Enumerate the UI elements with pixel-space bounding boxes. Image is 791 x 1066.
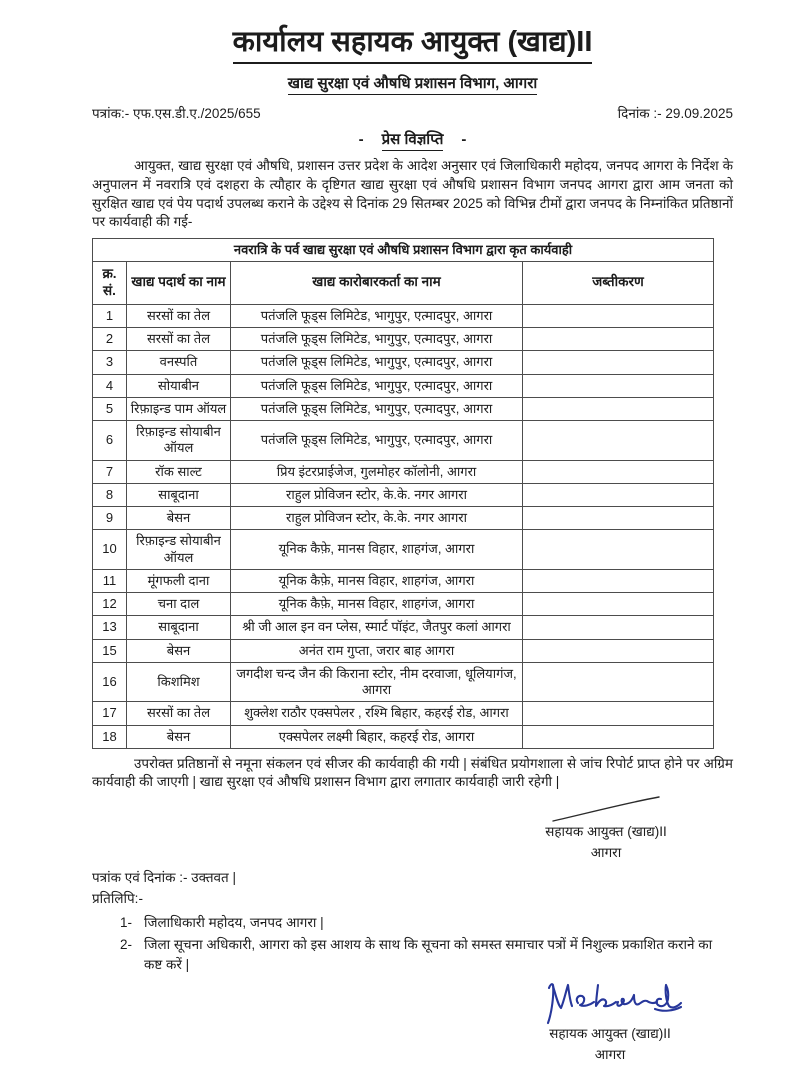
table-row — [93, 639, 714, 662]
seizure-cell — [523, 616, 714, 639]
seizure-cell — [523, 304, 714, 327]
signatory-title-lower: सहायक आयुक्त (खाद्य)II — [549, 1026, 671, 1042]
table-row — [93, 328, 714, 351]
col-header-serial: क्र. सं. — [93, 262, 127, 305]
letter-number: पत्रांक:- एफ.एस.डी.ए./2025/655 — [92, 106, 261, 122]
serial-cell: 13 — [93, 616, 127, 639]
table-row — [93, 351, 714, 374]
vendor-cell: प्रिय इंटरप्राईजेज, गुलमोहर कॉलोनी, आगरा — [231, 460, 523, 483]
food-item-cell: सरसों का तेल — [127, 304, 231, 327]
table-title: नवरात्रि के पर्व खाद्य सुरक्षा एवं औषधि प्रशासन विभाग द्वारा कृत कार्यवाही — [93, 238, 714, 261]
vendor-cell: पतंजलि फूड्स लिमिटेड, भागुपुर, एत्मादपुर, आगरा — [231, 304, 523, 327]
seizure-cell — [523, 507, 714, 530]
table-row — [93, 569, 714, 592]
seizure-cell — [523, 328, 714, 351]
table-header-row — [93, 262, 714, 305]
serial-cell: 6 — [93, 421, 127, 461]
serial-cell: 8 — [93, 483, 127, 506]
letter-meta-row — [92, 104, 733, 122]
food-item-cell: किशमिश — [127, 662, 231, 702]
vendor-cell: यूनिक कैफ़े, मानस विहार, शाहगंज, आगरा — [231, 593, 523, 616]
col-header-vendor: खाद्य कारोबारकर्ता का नाम — [231, 262, 523, 305]
seizure-cell — [523, 351, 714, 374]
seizure-cell — [523, 530, 714, 570]
vendor-cell: यूनिक कैफ़े, मानस विहार, शाहगंज, आगरा — [231, 569, 523, 592]
reference-line: पत्रांक एवं दिनांक :- उक्तवत | — [92, 869, 237, 885]
seizure-cell — [523, 593, 714, 616]
food-item-cell: साबूदाना — [127, 483, 231, 506]
seizure-cell — [523, 460, 714, 483]
intro-paragraph: आयुक्त, खाद्य सुरक्षा एवं औषधि, प्रशासन उत्तर प्रदेश के आदेश अनुसार एवं जिलाधिकारी महोदय, जनपद आगरा के निर्देश के अनुपालन में नवरात्रि एवं दशहरा के त्यौहार के दृष्टिगत खाद्य सुरक्षा एवं औषधि प्रशासन विभाग जनपद आगरा द्वारा आम जनता को सुरक्षित खाद्य एवं पेय पदार्थ उपलब्ध कराने के उद्देश्य से दिनांक 29 सितम्बर 2025 को विभिन्न टीमों द्वारा जनपद के निम्नांकित प्रतिष्ठानों पर कार्यवाही की गई- — [92, 158, 733, 230]
dash-left: - — [358, 131, 364, 149]
food-item-cell: सरसों का तेल — [127, 328, 231, 351]
col-header-food-item: खाद्य पदार्थ का नाम — [127, 262, 231, 305]
vendor-cell: श्री जी आल इन वन प्लेस, स्मार्ट पॉइंट, जैतपुर कलां आगरा — [231, 616, 523, 639]
copy-item-2-marker: 2- — [120, 937, 133, 953]
signature-block-upper — [511, 794, 701, 864]
serial-cell: 1 — [93, 304, 127, 327]
office-title-text: कार्यालय सहायक आयुक्त (खाद्य)II — [233, 24, 593, 64]
food-item-cell: सोयाबीन — [127, 374, 231, 397]
serial-cell: 17 — [93, 702, 127, 725]
food-item-cell: मूंगफली दाना — [127, 569, 231, 592]
serial-cell: 7 — [93, 460, 127, 483]
vendor-cell: पतंजलि फूड्स लिमिटेड, भागुपुर, एत्मादपुर, आगरा — [231, 328, 523, 351]
copy-item-2-text: जिला सूचना अधिकारी, आगरा को इस आशय के साथ कि सूचना को समस्त समाचार पत्रों में निशुल्क प्रकाशित कराने का कष्ट करें | — [144, 937, 713, 972]
copy-item-1 — [92, 913, 733, 933]
vendor-cell: शुक्लेश राठौर एक्सपेलर , रश्मि बिहार, कहरई रोड, आगरा — [231, 702, 523, 725]
serial-cell: 4 — [93, 374, 127, 397]
vendor-cell: पतंजलि फूड्स लिमिटेड, भागुपुर, एत्मादपुर, आगरा — [231, 397, 523, 420]
serial-cell: 5 — [93, 397, 127, 420]
table-title-row — [93, 238, 714, 261]
department-subtitle-text: खाद्य सुरक्षा एवं औषधि प्रशासन विभाग, आगरा — [288, 73, 537, 95]
serial-cell: 15 — [93, 639, 127, 662]
copy-item-1-marker: 1- — [120, 914, 133, 930]
food-item-cell: बेसन — [127, 507, 231, 530]
table-row — [93, 374, 714, 397]
dash-right: - — [461, 131, 467, 149]
table-row — [93, 460, 714, 483]
table-row — [93, 397, 714, 420]
food-item-cell: बेसन — [127, 725, 231, 748]
food-item-cell: चना दाल — [127, 593, 231, 616]
table-row — [93, 616, 714, 639]
department-subtitle — [92, 73, 733, 95]
table-body — [93, 304, 714, 748]
seizure-cell — [523, 569, 714, 592]
food-item-cell: बेसन — [127, 639, 231, 662]
signatory-place-upper: आगरा — [590, 844, 622, 860]
vendor-cell: एक्सपेलर लक्ष्मी बिहार, कहरई रोड, आगरा — [231, 725, 523, 748]
press-release-heading — [92, 129, 733, 151]
serial-cell: 18 — [93, 725, 127, 748]
footer-section — [92, 868, 733, 910]
serial-cell: 12 — [93, 593, 127, 616]
table-row — [93, 304, 714, 327]
vendor-cell: पतंजलि फूड्स लिमिटेड, भागुपुर, एत्मादपुर, आगरा — [231, 374, 523, 397]
table-row — [93, 421, 714, 461]
serial-cell: 2 — [93, 328, 127, 351]
food-item-cell: रिफ़ाइन्ड पाम ऑयल — [127, 397, 231, 420]
letter-date: दिनांक :- 29.09.2025 — [617, 106, 733, 122]
serial-cell: 9 — [93, 507, 127, 530]
table-row — [93, 507, 714, 530]
seizure-cell — [523, 421, 714, 461]
table-row — [93, 593, 714, 616]
vendor-cell: राहुल प्रोविजन स्टोर, के.के. नगर आगरा — [231, 507, 523, 530]
vendor-cell: अनंत राम गुप्ता, जरार बाह आगरा — [231, 639, 523, 662]
vendor-cell: पतंजलि फूड्स लिमिटेड, भागुपुर, एत्मादपुर, आगरा — [231, 351, 523, 374]
serial-cell: 16 — [93, 662, 127, 702]
signature-block-lower — [515, 976, 705, 1066]
table-row — [93, 702, 714, 725]
copy-item-2 — [92, 935, 733, 974]
outro-paragraph: उपरोक्त प्रतिष्ठानों से नमूना संकलन एवं सीजर की कार्यवाही की गयी | संबंधित प्रयोगशाला से जांच रिपोर्ट प्राप्त होने पर अग्रिम कार्यवाही की जाएगी | खाद्य सुरक्षा एवं औषधि प्रशासन विभाग द्वारा लगातार कार्यवाही जारी रहेगी | — [92, 755, 733, 790]
vendor-cell: यूनिक कैफ़े, मानस विहार, शाहगंज, आगरा — [231, 530, 523, 570]
page-title — [92, 24, 733, 64]
seizure-cell — [523, 483, 714, 506]
signatory-title-upper: सहायक आयुक्त (खाद्य)II — [545, 824, 667, 839]
seizure-cell — [523, 702, 714, 725]
vendor-cell: राहुल प्रोविजन स्टोर, के.के. नगर आगरा — [231, 483, 523, 506]
seizure-cell — [523, 374, 714, 397]
handwritten-signature-icon — [535, 976, 685, 1026]
food-item-cell: रॉक साल्ट — [127, 460, 231, 483]
vendor-cell: पतंजलि फूड्स लिमिटेड, भागुपुर, एत्मादपुर, आगरा — [231, 421, 523, 461]
serial-cell: 10 — [93, 530, 127, 570]
copy-to-label: प्रतिलिपि:- — [92, 890, 143, 906]
vendor-cell: जगदीश चन्द जैन की किराना स्टोर, नीम दरवाजा, धूलियागंज, आगरा — [231, 662, 523, 702]
food-item-cell: सरसों का तेल — [127, 702, 231, 725]
seizure-cell — [523, 725, 714, 748]
press-release-title: प्रेस विज्ञप्ति — [382, 129, 444, 151]
table-row — [93, 662, 714, 702]
signature-stroke-icon — [548, 794, 664, 824]
food-item-cell: रिफ़ाइन्ड सोयाबीन ऑयल — [127, 421, 231, 461]
serial-cell: 3 — [93, 351, 127, 374]
action-table — [92, 238, 714, 749]
table-row — [93, 530, 714, 570]
seizure-cell — [523, 639, 714, 662]
col-header-seizure: जब्तीकरण — [523, 262, 714, 305]
food-item-cell: रिफ़ाइन्ड सोयाबीन ऑयल — [127, 530, 231, 570]
table-row — [93, 725, 714, 748]
serial-cell: 11 — [93, 569, 127, 592]
seizure-cell — [523, 662, 714, 702]
signatory-place-lower: आगरा — [594, 1047, 626, 1063]
table-row — [93, 483, 714, 506]
food-item-cell: साबूदाना — [127, 616, 231, 639]
copy-item-1-text: जिलाधिकारी महोदय, जनपद आगरा | — [144, 914, 324, 930]
food-item-cell: वनस्पति — [127, 351, 231, 374]
seizure-cell — [523, 397, 714, 420]
